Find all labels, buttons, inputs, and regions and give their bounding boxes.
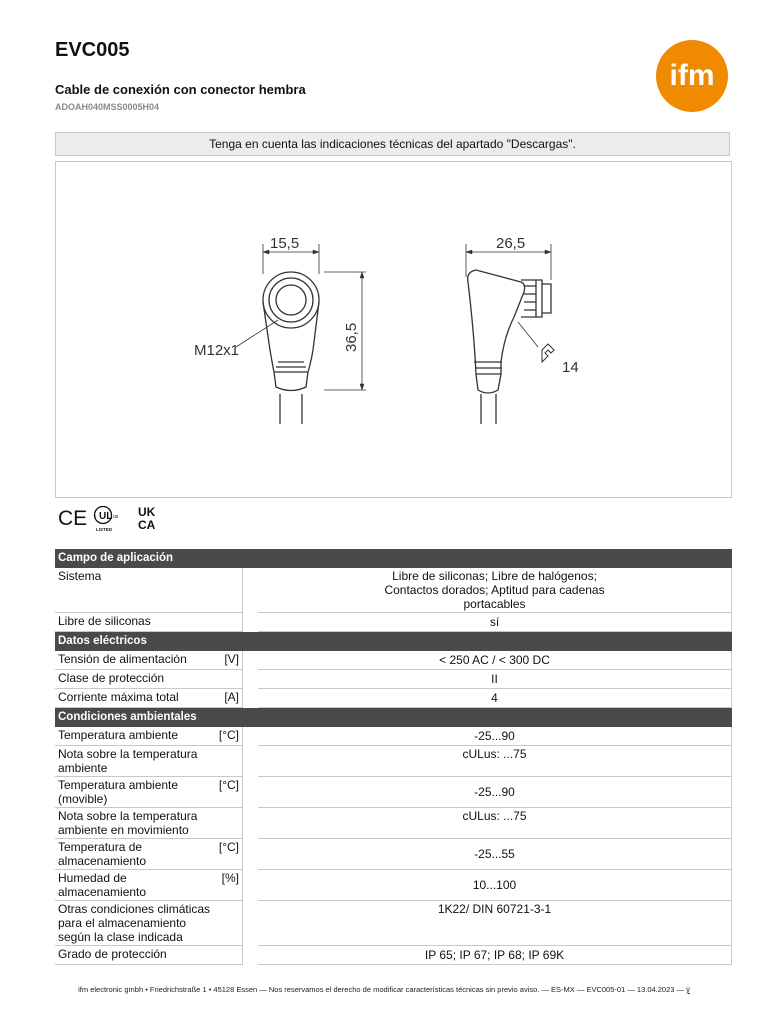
certification-marks bbox=[58, 503, 173, 533]
table-row bbox=[55, 746, 732, 777]
row-value: -25...90 bbox=[258, 727, 732, 746]
section-title: Condiciones ambientales bbox=[55, 708, 732, 727]
table-row bbox=[55, 808, 732, 839]
table-row bbox=[55, 946, 732, 965]
row-unit bbox=[215, 613, 243, 632]
row-unit: [°C] bbox=[215, 839, 243, 870]
table-row bbox=[55, 870, 732, 901]
footer-text: ifm electronic gmbh • Friedrichstraße 1 • 45128 Essen — Nos reservamos el derecho de modificar características técnicas sin previo aviso. — ES-MX — EVC005-01 — 13.04.2023 — bbox=[78, 985, 685, 994]
ce-mark-icon bbox=[58, 507, 87, 530]
article-code: ADOAH040MSS0005H04 bbox=[55, 102, 160, 112]
section-header bbox=[55, 549, 732, 568]
section-title: Campo de aplicación bbox=[55, 549, 732, 568]
row-value: cULus: ...75 bbox=[258, 808, 732, 839]
table-row bbox=[55, 777, 732, 808]
row-unit bbox=[215, 808, 243, 839]
ul-listed-icon bbox=[94, 507, 119, 533]
row-value: cULus: ...75 bbox=[258, 746, 732, 777]
row-label: Libre de siliconas bbox=[55, 613, 215, 632]
ukca-mark-icon bbox=[138, 505, 156, 532]
row-label: Temperatura ambiente bbox=[55, 727, 215, 746]
svg-text:c: c bbox=[94, 514, 97, 520]
table-row bbox=[55, 727, 732, 746]
svg-text:LISTED: LISTED bbox=[96, 527, 113, 532]
notice-banner: Tenga en cuenta las indicaciones técnicas del apartado "Descargas". bbox=[55, 132, 730, 156]
row-value: -25...90 bbox=[258, 777, 732, 808]
svg-text:CE: CE bbox=[58, 507, 88, 530]
right-width-dimension: 26,5 bbox=[496, 235, 526, 252]
svg-text:CA: CA bbox=[138, 518, 156, 532]
row-value: -25...55 bbox=[258, 839, 732, 870]
specifications-table bbox=[55, 549, 732, 965]
row-label: Humedad de almacenamiento bbox=[55, 870, 215, 901]
row-value: 1K22/ DIN 60721-3-1 bbox=[258, 901, 732, 946]
table-row bbox=[55, 670, 732, 689]
row-unit bbox=[215, 946, 243, 965]
table-row bbox=[55, 651, 732, 670]
row-label: Temperatura de almacenamiento bbox=[55, 839, 215, 870]
row-value: sí bbox=[258, 613, 732, 632]
section-header bbox=[55, 708, 732, 727]
section-title: Datos eléctricos bbox=[55, 632, 732, 651]
svg-text:UL: UL bbox=[99, 511, 113, 522]
row-unit: [V] bbox=[215, 651, 243, 670]
row-unit: [%] bbox=[215, 870, 243, 901]
row-unit bbox=[215, 901, 243, 946]
row-value: II bbox=[258, 670, 732, 689]
row-unit: [°C] bbox=[215, 727, 243, 746]
row-label: Sistema bbox=[55, 568, 215, 613]
row-unit: [°C] bbox=[215, 777, 243, 808]
table-row bbox=[55, 613, 732, 632]
product-title: EVC005 bbox=[55, 39, 130, 61]
row-label: Corriente máxima total bbox=[55, 689, 215, 708]
table-row bbox=[55, 689, 732, 708]
row-unit bbox=[215, 746, 243, 777]
row-label: Otras condiciones climáticas para el almacenamiento según la clase indicada bbox=[55, 901, 215, 946]
row-value: Libre de siliconas; Libre de halógenos; Contactos dorados; Aptitud para cadenas portacables bbox=[258, 568, 732, 613]
row-label: Clase de protección bbox=[55, 670, 215, 689]
row-label: Nota sobre la temperatura ambiente bbox=[55, 746, 215, 777]
row-label: Grado de protección bbox=[55, 946, 215, 965]
wrench-size-label: 14 bbox=[562, 359, 579, 376]
section-header bbox=[55, 632, 732, 651]
row-value: 4 bbox=[258, 689, 732, 708]
table-row bbox=[55, 568, 732, 613]
row-label: Nota sobre la temperatura ambiente en movimiento bbox=[55, 808, 215, 839]
row-unit: [A] bbox=[215, 689, 243, 708]
svg-text:us: us bbox=[113, 514, 119, 520]
row-value: 10...100 bbox=[258, 870, 732, 901]
table-row bbox=[55, 901, 732, 946]
page-footer bbox=[0, 985, 768, 994]
row-value: IP 65; IP 67; IP 68; IP 69K bbox=[258, 946, 732, 965]
row-label: Temperatura ambiente (movible) bbox=[55, 777, 215, 808]
svg-text:UK: UK bbox=[138, 505, 156, 519]
row-label: Tensión de alimentación bbox=[55, 651, 215, 670]
row-unit bbox=[215, 670, 243, 689]
technical-drawing-svg bbox=[56, 162, 733, 499]
ifm-logo bbox=[655, 39, 729, 113]
product-subtitle: Cable de conexión con conector hembra bbox=[55, 82, 306, 97]
table-row bbox=[55, 839, 732, 870]
row-unit bbox=[215, 568, 243, 613]
logo-text: ifm bbox=[669, 59, 715, 92]
row-value: < 250 AC / < 300 DC bbox=[258, 651, 732, 670]
left-width-dimension: 15,5 bbox=[270, 235, 300, 252]
dimension-drawing bbox=[55, 161, 732, 498]
thread-label: M12x1 bbox=[194, 342, 240, 359]
footer-logo-icon: ÿ bbox=[686, 985, 690, 994]
left-height-dimension: 36,5 bbox=[343, 322, 360, 352]
